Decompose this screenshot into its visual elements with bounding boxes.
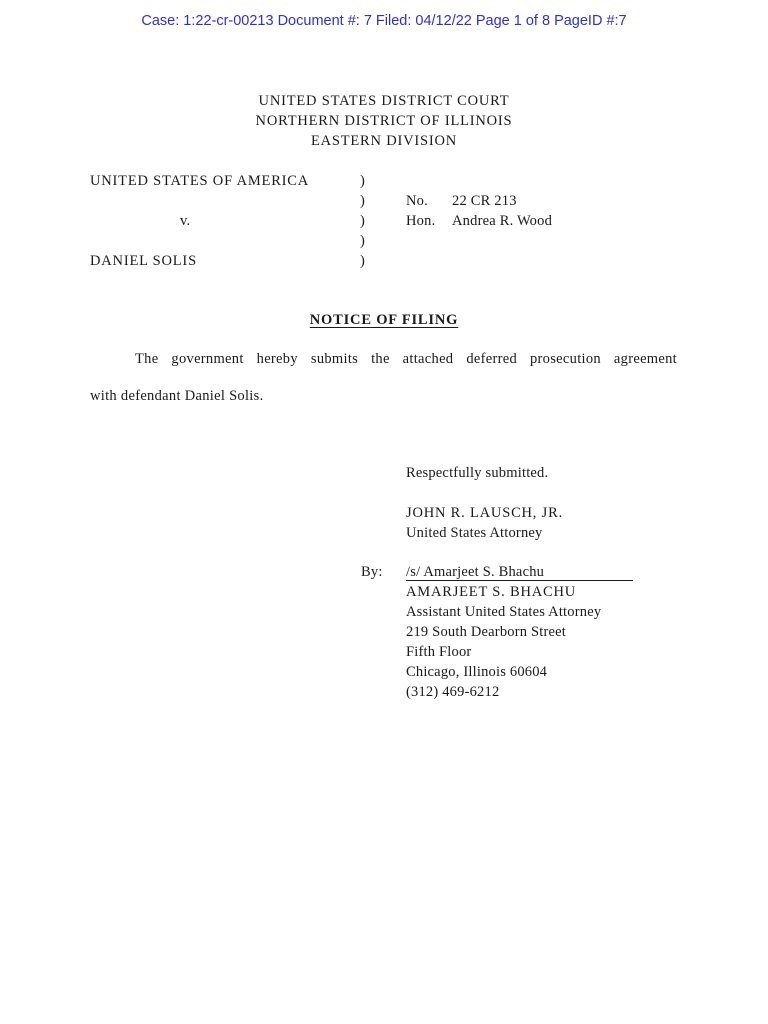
body-paragraph-line1: The government hereby submits the attached deferred prosecution agreement xyxy=(135,351,677,367)
caption-paren: ) xyxy=(360,233,366,249)
body-paragraph-line2: with defendant Daniel Solis. xyxy=(90,388,264,404)
caption-defendant: DANIEL SOLIS xyxy=(90,253,197,269)
caption-plaintiff: UNITED STATES OF AMERICA xyxy=(90,173,310,189)
signer-name: AMARJEET S. BHACHU xyxy=(406,584,577,600)
caption-paren: ) xyxy=(360,253,366,269)
judge-name: Andrea R. Wood xyxy=(452,213,553,229)
court-district: NORTHERN DISTRICT OF ILLINOIS xyxy=(255,113,513,129)
document-title: NOTICE OF FILING xyxy=(309,312,459,328)
case-number-label: No. xyxy=(406,193,428,209)
court-division: EASTERN DIVISION xyxy=(310,133,458,149)
address-street: 219 South Dearborn Street xyxy=(406,624,567,640)
case-header-stamp: Case: 1:22-cr-00213 Document #: 7 Filed: 04/12/22 Page 1 of 8 PageID #:7 xyxy=(141,13,627,29)
phone-number: (312) 469-6212 xyxy=(406,684,500,700)
address-city: Chicago, Illinois 60604 xyxy=(406,664,548,680)
caption-paren: ) xyxy=(360,173,366,189)
electronic-signature: /s/ Amarjeet S. Bhachu xyxy=(406,564,545,580)
caption-paren: ) xyxy=(360,213,366,229)
case-number-value: 22 CR 213 xyxy=(452,193,517,209)
signature-line xyxy=(406,580,633,581)
caption-versus: v. xyxy=(180,213,191,229)
judge-label: Hon. xyxy=(406,213,436,229)
by-label: By: xyxy=(361,564,383,580)
address-floor: Fifth Floor xyxy=(406,644,472,660)
us-attorney-name: JOHN R. LAUSCH, JR. xyxy=(406,505,563,521)
court-name: UNITED STATES DISTRICT COURT xyxy=(258,93,510,109)
us-attorney-title: United States Attorney xyxy=(406,525,543,541)
closing: Respectfully submitted. xyxy=(406,465,549,481)
caption-paren: ) xyxy=(360,193,366,209)
signer-title: Assistant United States Attorney xyxy=(406,604,602,620)
